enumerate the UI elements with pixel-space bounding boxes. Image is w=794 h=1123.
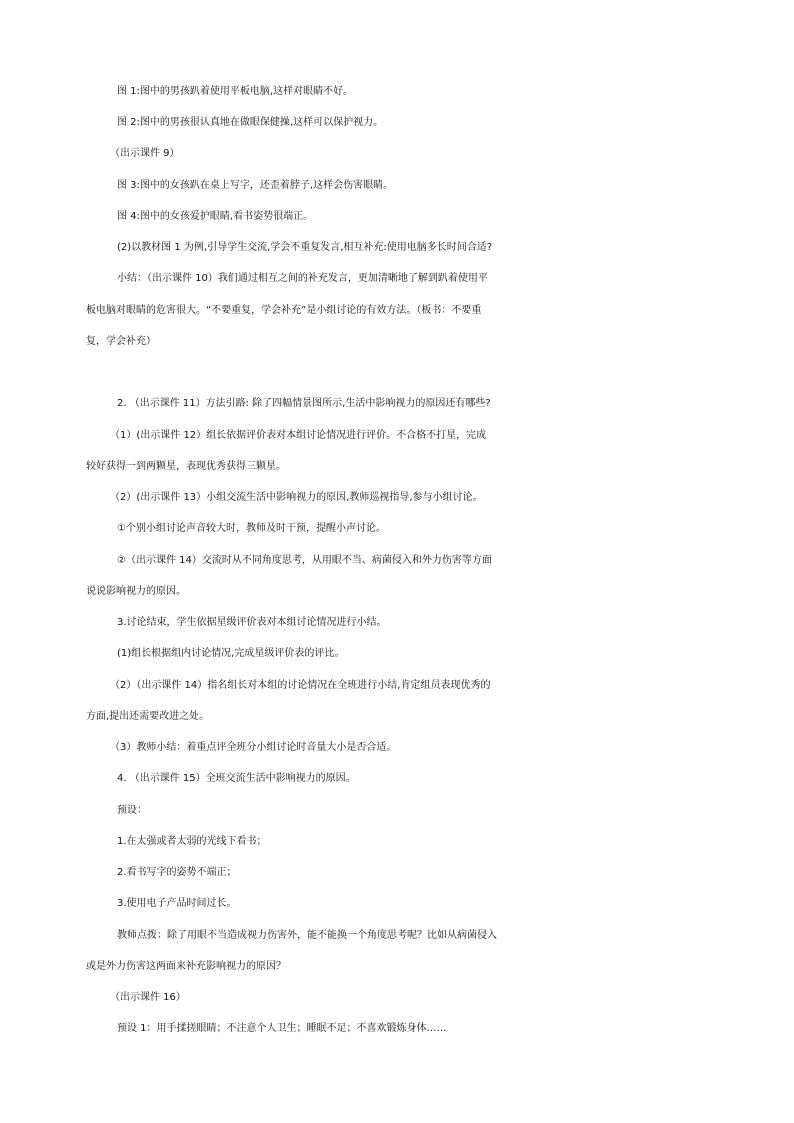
text-line: （出示课件 16） [110, 992, 186, 1003]
text-line: （出示课件 9） [110, 148, 180, 159]
text-line: 较好获得一到两颗星，表现优秀获得三颗星。 [86, 461, 286, 472]
text-line: （2）（出示课件 14）指名组长对本组的讨论情况在全班进行小结,肯定组员表现优秀的 [110, 680, 491, 691]
text-line: 教师点拨：除了用眼不当造成视力伤害外，能不能换一个角度思考呢？比如从病菌侵入 [117, 930, 497, 941]
text-line: ①个别小组讨论声音较大时，教师及时干预，提醒小声讨论。 [117, 523, 386, 534]
text-line: 3.讨论结束，学生依据星级评价表对本组讨论情况进行小结。 [117, 617, 387, 628]
text-line: 图 2:图中的男孩很认真地在做眼保健操,这样可以保护视力。 [117, 117, 384, 128]
text-line: 图 3:图中的女孩趴在桌上写字，还歪着脖子,这样会伤害眼睛。 [117, 180, 394, 191]
text-line: （1）(出示课件 12）组长依据评价表对本组讨论情况进行评价。不合格不打星，完成 [110, 430, 487, 441]
text-line: （2）(出示课件 13）小组交流生活中影响视力的原因,教师巡视指导,参与小组讨论。 [110, 492, 483, 503]
text-line: ②（出示课件 14）交流时从不同角度思考，从用眼不当、病菌侵入和外力伤害等方面 [117, 555, 492, 566]
text-line: 说说影响视力的原因。 [86, 586, 186, 597]
text-line: 2.看书写字的姿势不端正； [117, 867, 237, 878]
text-line: 方面,提出还需要改进之处。 [86, 711, 210, 722]
text-line: 2. （出示课件 11）方法引路: 除了四幅情景图所示,生活中影响视力的原因还有哪些? [117, 398, 491, 409]
text-line: 图 4:图中的女孩爱护眼睛,看书姿势很端正。 [117, 211, 314, 222]
text-line: (1)组长根据组内讨论情况,完成星级评价表的评比。 [117, 648, 345, 659]
text-line: 4. （出示课件 15）全班交流生活中影响视力的原因。 [117, 773, 356, 784]
text-line: 板电脑对眼睛的危害很大。“不要重复，学会补充”是小组讨论的有效方法。（板书：不要重 [86, 305, 482, 316]
text-line: 预设： [117, 805, 147, 816]
text-line: 复，学会补充） [86, 336, 156, 347]
text-line: 1.在太强或者太弱的光线下看书； [117, 836, 267, 847]
text-line: 3.使用电子产品时间过长。 [117, 898, 237, 909]
text-line: 图 1:图中的男孩趴着使用平板电脑,这样对眼睛不好。 [117, 86, 354, 97]
text-line: 预设 1：用手揉搓眼睛；不注意个人卫生；睡眠不足；不喜欢锻炼身体…… [117, 1023, 447, 1034]
text-line: (2)以教材图 1 为例,引导学生交流,学会不重复发言,相互补充:使用电脑多长时间合适? [117, 242, 493, 253]
text-line: 小结：（出示课件 10）我们通过相互之间的补充发言，更加清晰地了解到趴着使用平 [117, 273, 488, 284]
text-line: （3）教师小结：着重点评全班分小组讨论时音量大小是否合适。 [110, 742, 397, 753]
text-line: 或是外力伤害这两面来补充影响视力的原因？ [86, 961, 286, 972]
